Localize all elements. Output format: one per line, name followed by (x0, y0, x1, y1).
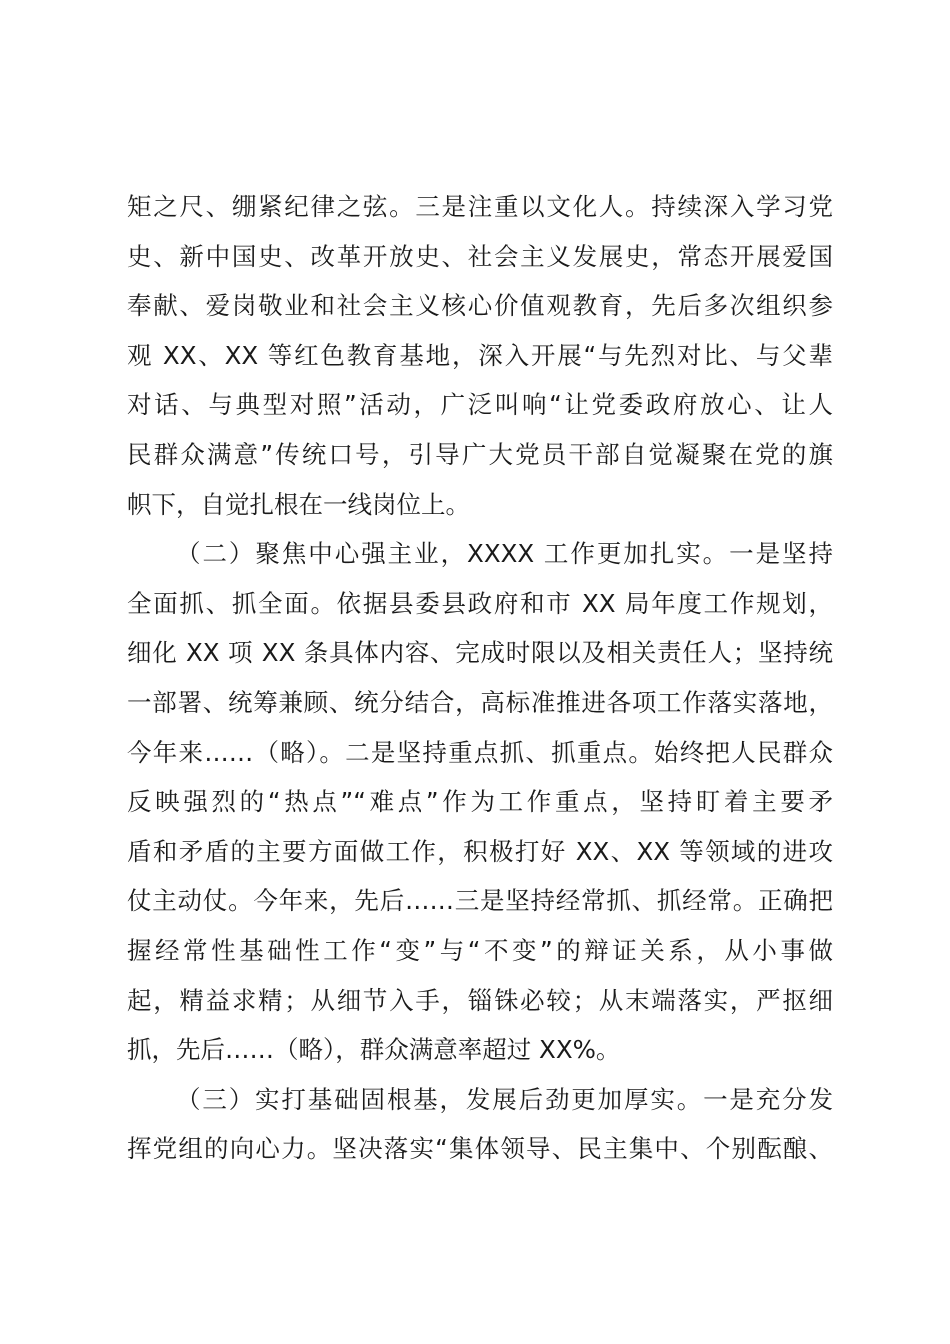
text-line: 盾和矛盾的主要方面做工作，积极打好 XX、XX 等领域的进攻 (127, 836, 833, 866)
body-text (127, 182, 833, 1174)
text-line: 仗主动仗。今年来，先后……三是坚持经常抓、抓经常。正确把 (127, 886, 833, 916)
text-line: 全面抓、抓全面。依据县委县政府和市 XX 局年度工作规划， (127, 588, 833, 618)
text-line: 史、新中国史、改革开放史、社会主义发展史，常态开展爱国 (127, 241, 833, 271)
text-line: 矩之尺、绷紧纪律之弦。三是注重以文化人。持续深入学习党 (127, 192, 833, 221)
text-line: 一部署、统筹兼顾、统分结合，高标准推进各项工作落实落地， (127, 687, 833, 717)
text-line: 帜下，自觉扎根在一线岗位上。 (127, 489, 470, 519)
text-line: 民群众满意”传统口号，引导广大党员干部自觉凝聚在党的旗 (127, 439, 833, 469)
text-line: 今年来……（略）。二是坚持重点抓、抓重点。始终把人民群众 (127, 737, 833, 767)
text-line: 细化 XX 项 XX 条具体内容、完成时限以及相关责任人；坚持统 (127, 638, 833, 668)
text-line: 观 XX、XX 等红色教育基地，深入开展“与先烈对比、与父辈 (127, 340, 833, 370)
text-line: 挥党组的向心力。坚决落实“集体领导、民主集中、个别酝酿、 (127, 1134, 833, 1164)
text-line: 抓，先后……（略），群众满意率超过 XX%。 (127, 1035, 621, 1065)
paragraph-start-line: （二）聚焦中心强主业，XXXX 工作更加扎实。一是坚持 (176, 539, 833, 569)
text-line: 反映强烈的“热点”“难点”作为工作重点，坚持盯着主要矛 (127, 787, 833, 817)
text-line: 握经常性基础性工作“变”与“不变”的辩证关系，从小事做 (127, 935, 833, 965)
paragraph-start-line: （三）实打基础固根基，发展后劲更加厚实。一是充分发 (176, 1084, 833, 1114)
text-line: 起，精益求精；从细节入手，锱铢必较；从末端落实，严抠细 (127, 985, 833, 1015)
text-line: 奉献、爱岗敬业和社会主义核心价值观教育，先后多次组织参 (127, 291, 833, 321)
text-line: 对话、与典型对照”活动，广泛叫响“让党委政府放心、让人 (127, 390, 833, 420)
